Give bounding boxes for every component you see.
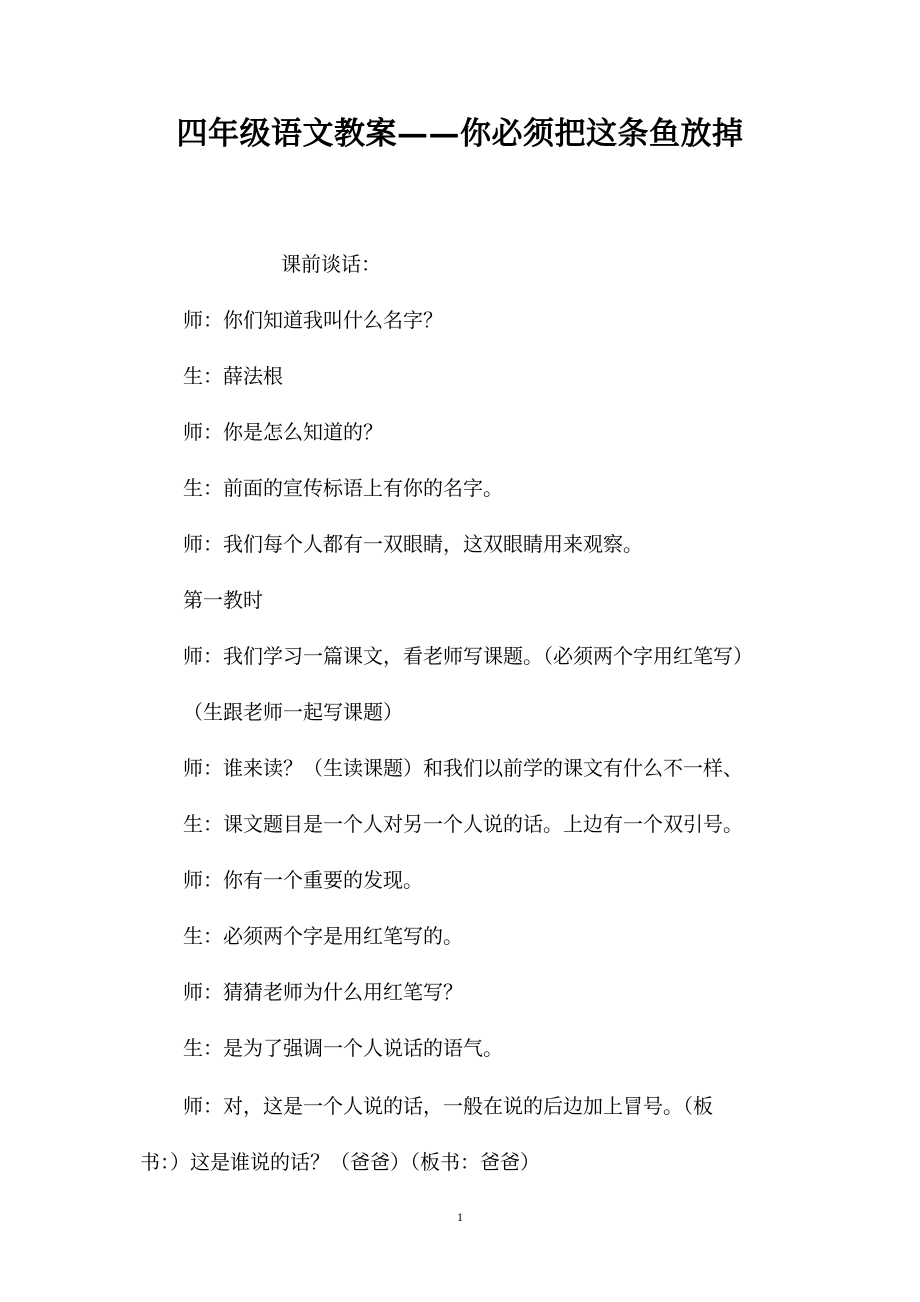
page-number: 1: [457, 1210, 463, 1224]
dialogue-line: 师：对，这是一个人说的话，一般在说的后边加上冒号。（板: [183, 1094, 713, 1118]
section-heading: 第一教时: [183, 588, 263, 612]
page-title: 四年级语文教案——你必须把这条鱼放掉: [176, 116, 744, 152]
dialogue-line: 师：我们每个人都有一双眼睛，这双眼睛用来观察。: [183, 532, 643, 556]
dialogue-line: 师：猜猜老师为什么用红笔写？: [183, 980, 463, 1004]
dialogue-line: 师：谁来读？（生读课题）和我们以前学的课文有什么不一样、: [183, 756, 743, 780]
dialogue-line: 生：薛法根: [183, 364, 283, 388]
dialogue-line: 师：你们知道我叫什么名字？: [183, 308, 443, 332]
dialogue-line: 师：我们学习一篇课文，看老师写课题。（必须两个字用红笔写）: [183, 644, 753, 668]
dialogue-line: 师：你是怎么知道的？: [183, 420, 383, 444]
section-heading: 课前谈话：: [281, 252, 381, 276]
dialogue-line: 师：你有一个重要的发现。: [183, 868, 423, 892]
dialogue-line: 生：课文题目是一个人对另一个人说的话。上边有一个双引号。: [183, 812, 743, 836]
stage-direction: （生跟老师一起写课题）: [183, 700, 403, 724]
dialogue-line: 生：必须两个字是用红笔写的。: [183, 924, 463, 948]
dialogue-line: 生：是为了强调一个人说话的语气。: [183, 1036, 503, 1060]
dialogue-line-continued: 书：）这是谁说的话？（爸爸）（板书：爸爸）: [140, 1150, 540, 1174]
dialogue-line: 生：前面的宣传标语上有你的名字。: [183, 476, 503, 500]
